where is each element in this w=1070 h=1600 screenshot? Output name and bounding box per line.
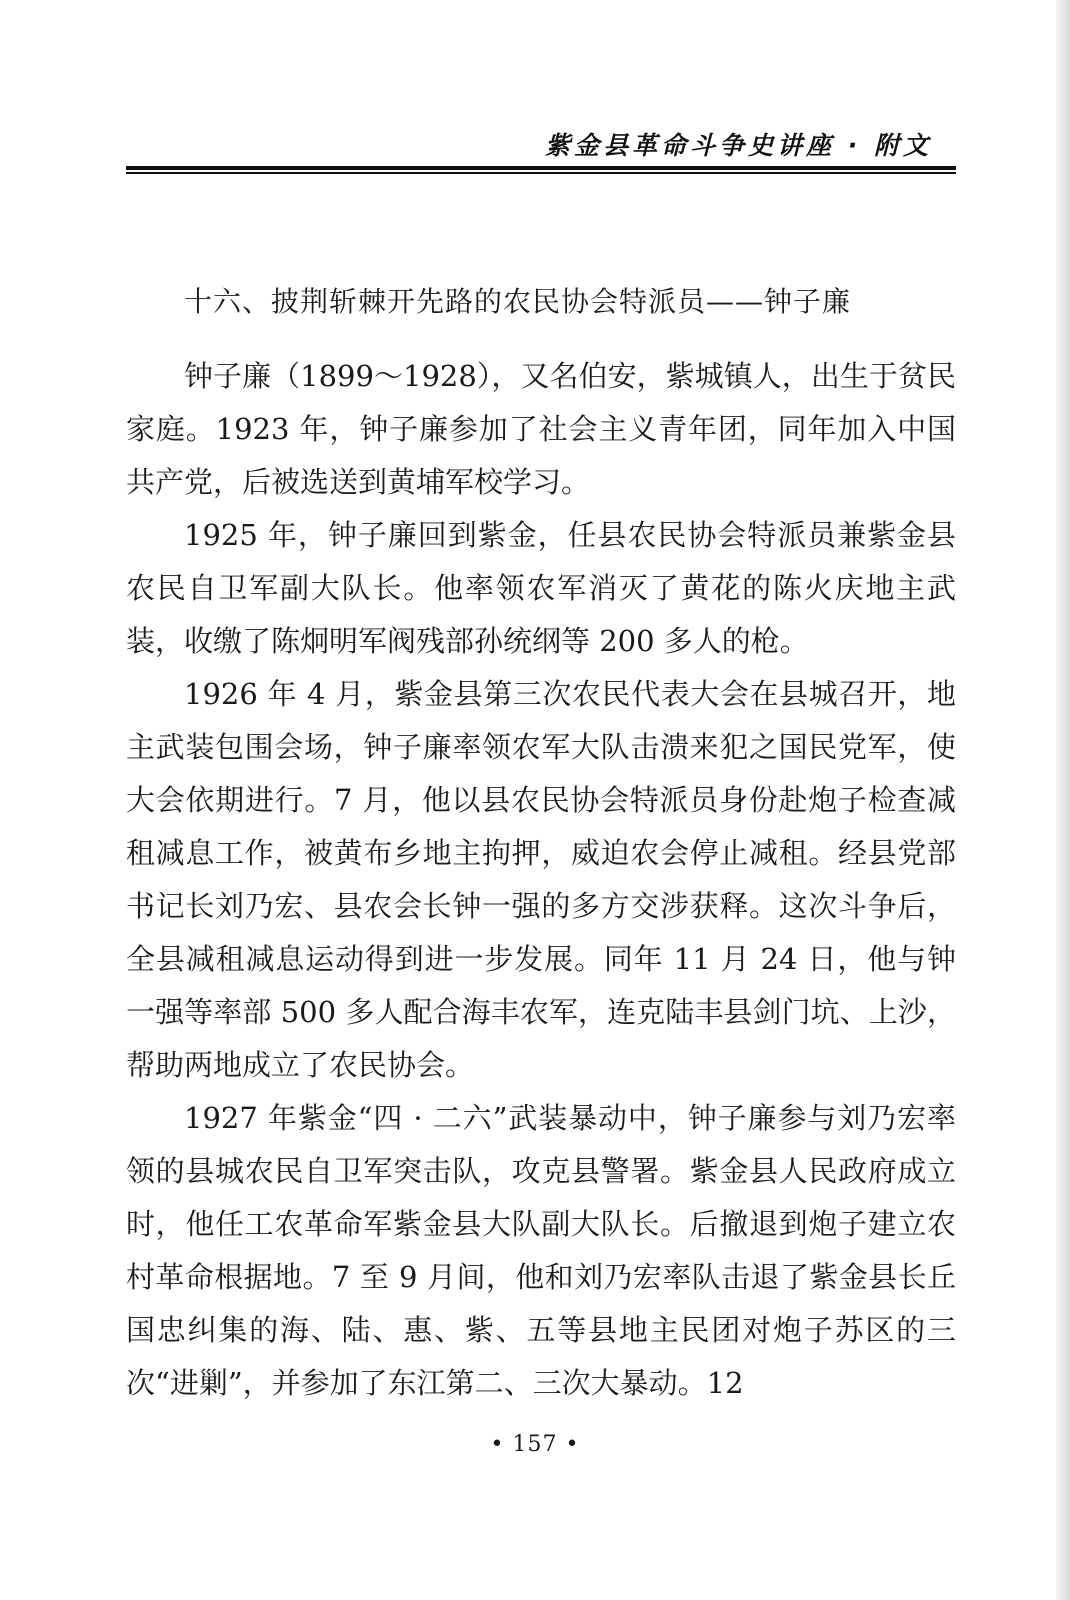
header-rule-thin: [126, 172, 956, 174]
page-number: • 157 •: [490, 1432, 580, 1457]
paragraph: 1927 年紫金“四 · 二六”武装暴动中，钟子廉参与刘乃宏率领的县城农民自卫军突击队，攻克县警署。紫金县人民政府成立时，他任工农革命军紫金县大队副大队长。后撤退到炮子建立农村革命根据地。7 至 9 月间，他和刘乃宏率队击退了紫金县长丘国忠纠集的海、陆、惠、紫、五等县地主民团对炮子苏区的三次“进剿”，并参加了东江第二、三次大暴动。12: [126, 1101, 956, 1400]
running-header-title: 紫金县革命斗争史讲座 · 附文: [545, 131, 932, 160]
body-text: [126, 350, 956, 1410]
header-rule-thick: [126, 166, 956, 170]
paragraph: 1926 年 4 月，紫金县第三次农民代表大会在县城召开，地主武装包围会场，钟子廉率领农军大队击溃来犯之国民党军，使大会依期进行。7 月，他以县农民协会特派员身份赴炮子检查减租减息工作，被黄布乡地主拘押，威迫农会停止减租。经县党部书记长刘乃宏、县农会长钟一强的多方交涉获释。这次斗争后，全县减租减息运动得到进一步发展。同年 11 月 24 日，他与钟一强等率部 500 多人配合海丰农军，连克陆丰县剑门坑、上沙，帮助两地成立了农民协会。: [126, 677, 956, 1082]
paragraph: 钟子廉（1899～1928），又名伯安，紫城镇人，出生于贫民家庭。1923 年，钟子廉参加了社会主义青年团，同年加入中国共产党，后被选送到黄埔军校学习。: [126, 359, 956, 499]
paragraph: 1925 年，钟子廉回到紫金，任县农民协会特派员兼紫金县农民自卫军副大队长。他率领农军消灭了黄花的陈火庆地主武装，收缴了陈炯明军阀残部孙统纲等 200 多人的枪。: [126, 518, 956, 658]
page-edge: [1056, 0, 1070, 1600]
section-heading: 十六、披荆斩棘开先路的农民协会特派员——钟子廉: [184, 285, 852, 318]
